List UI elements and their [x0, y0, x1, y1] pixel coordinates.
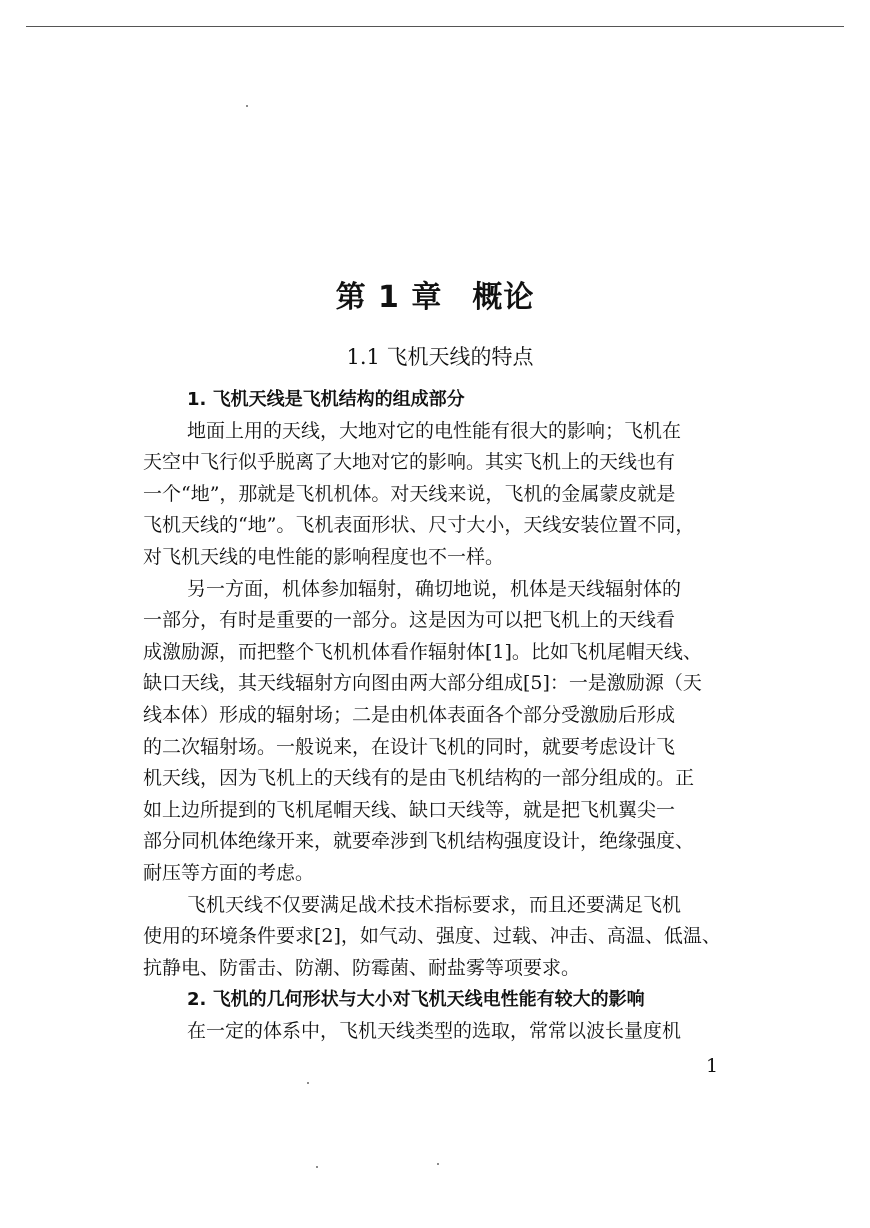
text-line: 耐压等方面的考虑。 — [143, 861, 315, 884]
scan-speck — [316, 1166, 318, 1168]
text-line: 缺口天线，其天线辐射方向图由两大部分组成[5]：一是激励源（天 — [143, 672, 702, 695]
text-line: 另一方面，机体参加辐射，确切地说，机体是天线辐射体的 — [187, 577, 682, 600]
body-text — [143, 384, 753, 1047]
subheading-2: 2. 飞机的几何形状与大小对飞机天线电性能有较大的影响 — [187, 989, 645, 1011]
text-line: 在一定的体系中，飞机天线类型的选取，常常以波长量度机 — [187, 1019, 682, 1042]
text-line: 成激励源，而把整个飞机机体看作辐射体[1]。比如飞机尾帽天线、 — [143, 640, 702, 663]
text-line: 线本体）形成的辐射场；二是由机体表面各个部分受激励后形成 — [143, 703, 676, 726]
text-line: 使用的环境条件要求[2]，如气动、强度、过载、冲击、高温、低温、 — [143, 925, 721, 948]
text-line: 如上边所提到的飞机尾帽天线、缺口天线等，就是把飞机翼尖一 — [143, 798, 676, 821]
chapter-name: 概论 — [472, 280, 535, 315]
text-line: 一部分，有时是重要的一部分。这是因为可以把飞机上的天线看 — [143, 609, 676, 632]
subheading-1: 1. 飞机天线是飞机结构的组成部分 — [187, 389, 465, 410]
section-title: 1.1 飞机天线的特点 — [346, 345, 534, 369]
scan-speck — [246, 105, 248, 107]
text-line: 的二次辐射场。一般说来，在设计飞机的同时，就要考虑设计飞 — [143, 735, 676, 758]
text-line: 对飞机天线的电性能的影响程度也不一样。 — [143, 545, 505, 568]
chapter-label: 第 1 章 — [335, 280, 443, 315]
chapter-title — [0, 272, 870, 316]
text-line: 飞机天线不仅要满足战术技术指标要求，而且还要满足飞机 — [187, 893, 682, 916]
text-line: 地面上用的天线，大地对它的电性能有很大的影响；飞机在 — [187, 419, 682, 442]
text-line: 部分同机体绝缘开来，就要牵涉到飞机结构强度设计，绝缘强度、 — [143, 830, 695, 853]
text-line: 飞机天线的“地”。飞机表面形状、尺寸大小，天线安装位置不同， — [143, 514, 695, 537]
text-line: 机天线，因为飞机上的天线有的是由飞机结构的一部分组成的。正 — [143, 767, 695, 790]
scan-speck — [307, 1082, 309, 1084]
header-rule — [26, 26, 844, 27]
text-line: 抗静电、防雷击、防潮、防霉菌、耐盐雾等项要求。 — [143, 956, 581, 979]
text-line: 一个“地”，那就是飞机机体。对天线来说，飞机的金属蒙皮就是 — [143, 482, 676, 505]
text-line: 天空中飞行似乎脱离了大地对它的影响。其实飞机上的天线也有 — [143, 451, 676, 474]
page-number: 1 — [706, 1055, 719, 1077]
scan-speck — [437, 1163, 439, 1165]
